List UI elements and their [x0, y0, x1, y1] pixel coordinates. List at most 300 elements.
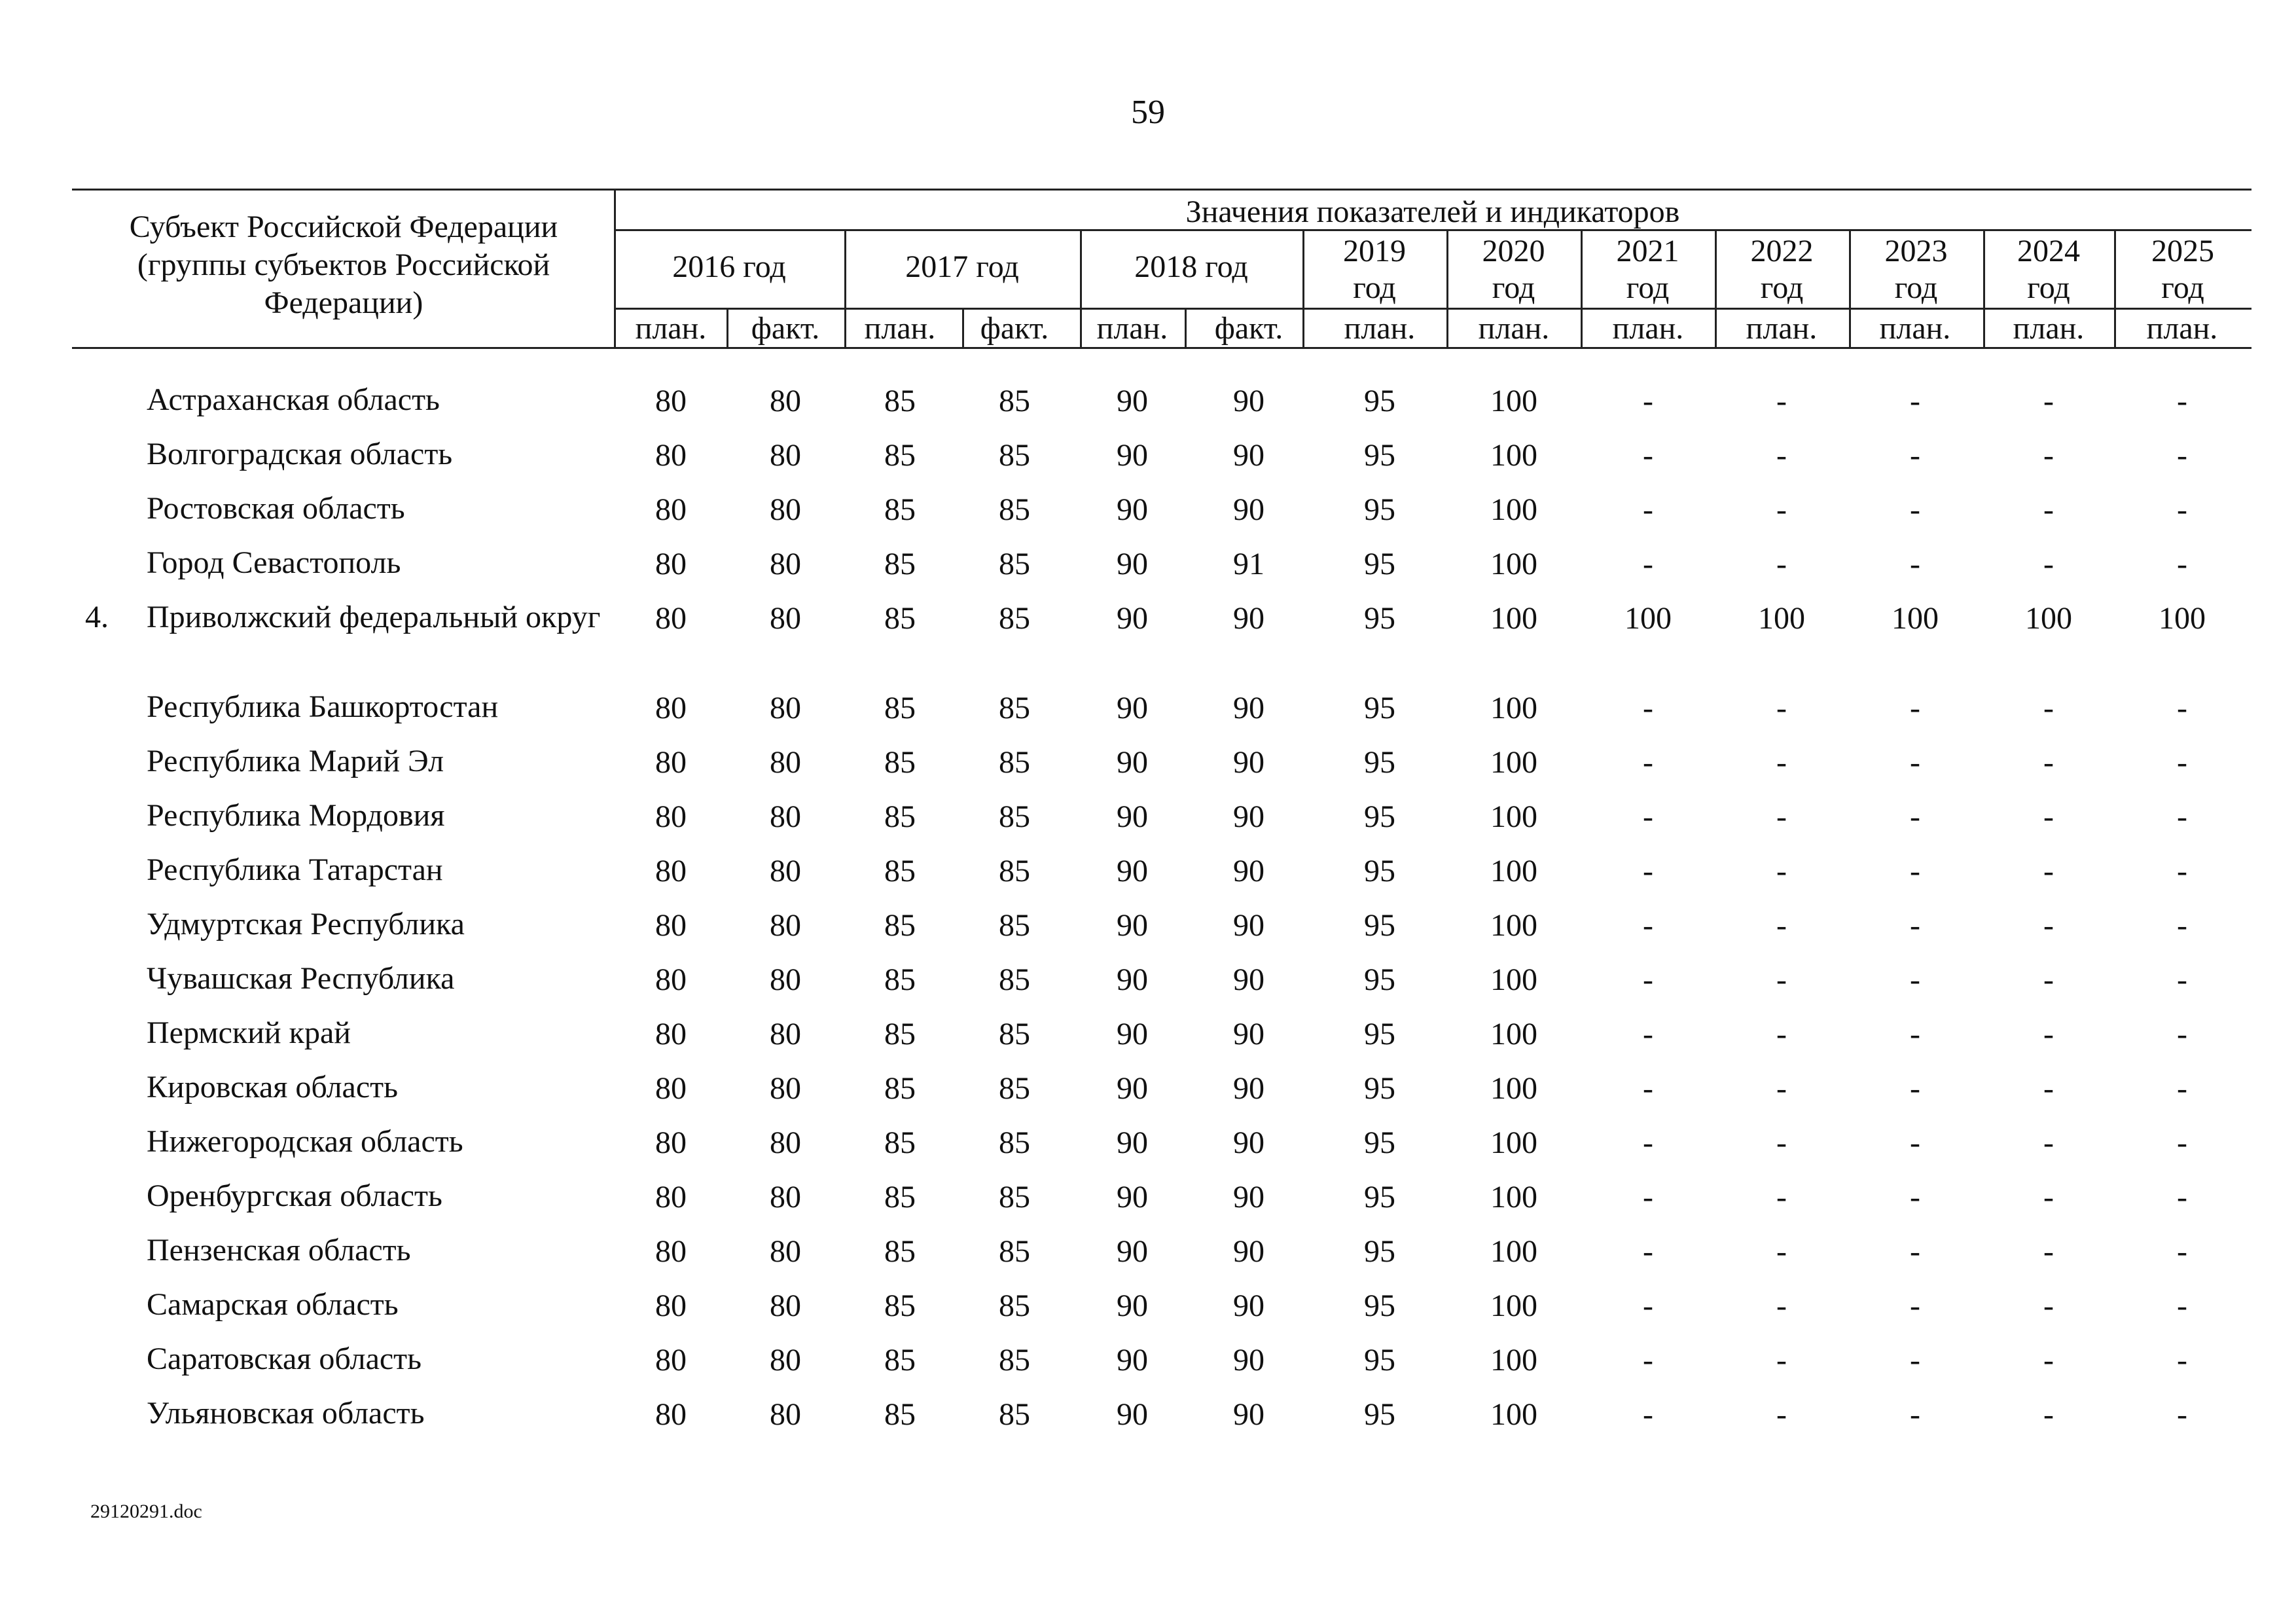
value-cell: 80: [655, 438, 687, 473]
value-cell: 85: [884, 1125, 916, 1160]
value-cell: 80: [655, 799, 687, 834]
value-cell: -: [2177, 962, 2187, 997]
value-cell: -: [2177, 1397, 2187, 1432]
table-row: [0, 689, 2296, 742]
table-row: [0, 1232, 2296, 1286]
table-header-bottom-rule: [72, 347, 2251, 349]
page-number: 59: [1131, 94, 1165, 131]
value-cell: 95: [1364, 601, 1395, 636]
value-cell: 80: [770, 908, 801, 943]
value-cell: 100: [1490, 1125, 1537, 1160]
value-cell: 100: [1490, 384, 1537, 418]
header-sub-label: план.: [1879, 311, 1951, 346]
value-cell: 90: [1117, 1125, 1148, 1160]
value-cell: 100: [1490, 854, 1537, 888]
header-year-word: год: [1492, 270, 1535, 305]
value-cell: 90: [1233, 1234, 1265, 1269]
row-name: Республика Башкортостан: [147, 689, 499, 724]
value-cell: 85: [884, 384, 916, 418]
value-cell: 95: [1364, 1125, 1395, 1160]
header-year-word: год: [1760, 270, 1804, 305]
value-cell: -: [2177, 1234, 2187, 1269]
header-year: [2114, 233, 2251, 306]
row-name: Волгоградская область: [147, 437, 453, 471]
value-cell: 80: [770, 799, 801, 834]
value-cell: 100: [1490, 492, 1537, 527]
value-cell: 95: [1364, 1071, 1395, 1106]
value-cell: -: [1643, 1288, 1653, 1323]
header-year: [1302, 233, 1446, 306]
value-cell: 100: [1490, 962, 1537, 997]
value-cell: -: [1910, 745, 1920, 780]
value-cell: -: [1643, 962, 1653, 997]
table-row: [0, 1123, 2296, 1177]
value-cell: 90: [1117, 745, 1148, 780]
value-cell: -: [1910, 799, 1920, 834]
value-cell: -: [1643, 1180, 1653, 1214]
value-cell: -: [2043, 492, 2054, 527]
header-year-word: год: [1626, 270, 1670, 305]
value-cell: -: [2177, 1288, 2187, 1323]
value-cell: 85: [884, 1071, 916, 1106]
value-cell: 90: [1233, 1288, 1265, 1323]
value-cell: 85: [884, 1234, 916, 1269]
value-cell: -: [1776, 1234, 1787, 1269]
row-name: Ростовская область: [147, 491, 405, 526]
value-cell: 80: [655, 492, 687, 527]
value-cell: 80: [770, 492, 801, 527]
value-cell: -: [1776, 962, 1787, 997]
value-cell: 95: [1364, 438, 1395, 473]
header-year-number: 2023: [1884, 234, 1948, 268]
value-cell: 90: [1233, 384, 1265, 418]
row-name: Республика Мордовия: [147, 798, 445, 833]
value-cell: 100: [2159, 601, 2206, 636]
value-cell: 95: [1364, 691, 1395, 725]
document-filename: 29120291.doc: [90, 1501, 202, 1522]
value-cell: 85: [999, 1397, 1030, 1432]
value-cell: 85: [884, 799, 916, 834]
value-cell: 90: [1233, 799, 1265, 834]
value-cell: -: [2177, 384, 2187, 418]
table-row: [0, 743, 2296, 797]
value-cell: 85: [999, 1343, 1030, 1377]
header-year: 2017 год: [905, 249, 1019, 284]
value-cell: -: [1643, 1397, 1653, 1432]
value-cell: 95: [1364, 745, 1395, 780]
value-cell: 85: [884, 691, 916, 725]
value-cell: 85: [884, 745, 916, 780]
header-subject: Субъект Российской Федерации (группы субъектов Российской Федерации): [129, 210, 558, 320]
value-cell: 90: [1117, 1288, 1148, 1323]
value-cell: 80: [655, 547, 687, 581]
table-row: [0, 1178, 2296, 1231]
value-cell: 85: [999, 1125, 1030, 1160]
value-cell: -: [1910, 1017, 1920, 1051]
value-cell: 90: [1233, 1180, 1265, 1214]
table-row: [0, 545, 2296, 598]
value-cell: 85: [999, 1234, 1030, 1269]
value-cell: -: [1910, 962, 1920, 997]
value-cell: 90: [1233, 492, 1265, 527]
value-cell: -: [2043, 799, 2054, 834]
value-cell: 80: [655, 1288, 687, 1323]
header-sub-label: план.: [1478, 311, 1550, 346]
value-cell: 85: [999, 962, 1030, 997]
header-sub-label: план.: [1096, 311, 1168, 346]
header-sub-label: план.: [1344, 311, 1416, 346]
value-cell: 85: [884, 492, 916, 527]
value-cell: -: [2043, 745, 2054, 780]
table-row: [0, 599, 2296, 653]
value-cell: -: [1910, 1288, 1920, 1323]
table-row: [0, 490, 2296, 544]
table-row: [0, 797, 2296, 851]
value-cell: 85: [999, 854, 1030, 888]
value-cell: -: [2043, 691, 2054, 725]
value-cell: -: [1643, 799, 1653, 834]
value-cell: 100: [1624, 601, 1672, 636]
value-cell: 85: [884, 962, 916, 997]
value-cell: 95: [1364, 1288, 1395, 1323]
value-cell: 85: [999, 1288, 1030, 1323]
value-cell: 100: [1490, 547, 1537, 581]
value-cell: 90: [1117, 547, 1148, 581]
value-cell: 85: [999, 438, 1030, 473]
value-cell: 90: [1117, 799, 1148, 834]
value-cell: -: [1643, 1017, 1653, 1051]
table-row: [0, 1069, 2296, 1123]
value-cell: 80: [655, 1234, 687, 1269]
value-cell: -: [2177, 1180, 2187, 1214]
value-cell: -: [1776, 1017, 1787, 1051]
header-year: [1581, 233, 1715, 306]
table-row: [0, 1286, 2296, 1340]
value-cell: -: [2043, 547, 2054, 581]
header-sub-label: план.: [864, 311, 936, 346]
value-cell: 100: [1490, 1071, 1537, 1106]
row-name: Республика Марий Эл: [147, 744, 444, 778]
value-cell: -: [1776, 1397, 1787, 1432]
value-cell: -: [2043, 1343, 2054, 1377]
value-cell: -: [2043, 1234, 2054, 1269]
value-cell: 90: [1233, 438, 1265, 473]
value-cell: -: [1910, 1125, 1920, 1160]
value-cell: 80: [770, 1180, 801, 1214]
header-group-title: Значения показателей и индикаторов: [1185, 194, 1680, 229]
value-cell: 80: [770, 438, 801, 473]
value-cell: 95: [1364, 1397, 1395, 1432]
value-cell: -: [1643, 492, 1653, 527]
table-row: [0, 852, 2296, 905]
row-name: Город Севастополь: [147, 545, 401, 580]
value-cell: 100: [1892, 601, 1939, 636]
value-cell: -: [1643, 1071, 1653, 1106]
value-cell: 90: [1117, 1180, 1148, 1214]
value-cell: 100: [1490, 691, 1537, 725]
table-row: [0, 906, 2296, 960]
value-cell: 90: [1233, 601, 1265, 636]
value-cell: -: [1643, 691, 1653, 725]
value-cell: -: [1910, 1343, 1920, 1377]
value-cell: -: [1643, 547, 1653, 581]
value-cell: 95: [1364, 492, 1395, 527]
value-cell: 85: [999, 492, 1030, 527]
value-cell: 80: [655, 1397, 687, 1432]
value-cell: -: [1776, 1071, 1787, 1106]
value-cell: -: [2177, 1071, 2187, 1106]
value-cell: 90: [1233, 1125, 1265, 1160]
value-cell: 95: [1364, 1017, 1395, 1051]
row-name: Пермский край: [147, 1015, 351, 1050]
value-cell: 100: [1490, 601, 1537, 636]
value-cell: -: [1910, 1071, 1920, 1106]
value-cell: 95: [1364, 1180, 1395, 1214]
value-cell: -: [1910, 438, 1920, 473]
value-cell: -: [2043, 1125, 2054, 1160]
value-cell: 80: [770, 691, 801, 725]
value-cell: 80: [655, 1125, 687, 1160]
header-year: 2016 год: [672, 249, 786, 284]
header-sub-label: факт.: [1214, 311, 1283, 346]
value-cell: -: [1910, 547, 1920, 581]
value-cell: -: [1776, 547, 1787, 581]
header-year-number: 2022: [1750, 234, 1814, 268]
value-cell: 100: [1490, 745, 1537, 780]
row-name: Самарская область: [147, 1287, 399, 1322]
value-cell: 80: [770, 1343, 801, 1377]
value-cell: 95: [1364, 962, 1395, 997]
value-cell: -: [2177, 908, 2187, 943]
value-cell: -: [2177, 547, 2187, 581]
value-cell: -: [1776, 691, 1787, 725]
header-sub-label: план.: [1746, 311, 1818, 346]
value-cell: 90: [1117, 1071, 1148, 1106]
value-cell: -: [1776, 1180, 1787, 1214]
value-cell: 90: [1117, 1397, 1148, 1432]
value-cell: 90: [1117, 854, 1148, 888]
value-cell: -: [2043, 908, 2054, 943]
value-cell: 80: [655, 384, 687, 418]
value-cell: 80: [770, 1125, 801, 1160]
header-year-number: 2025: [2151, 234, 2214, 268]
value-cell: 80: [655, 1343, 687, 1377]
row-number: 4.: [85, 600, 109, 634]
value-cell: -: [2043, 962, 2054, 997]
value-cell: -: [2177, 799, 2187, 834]
row-name: Кировская область: [147, 1070, 399, 1104]
row-name: Пензенская область: [147, 1233, 411, 1267]
value-cell: -: [1643, 854, 1653, 888]
value-cell: -: [1776, 1343, 1787, 1377]
row-name: Республика Татарстан: [147, 852, 443, 887]
value-cell: 85: [999, 691, 1030, 725]
value-cell: 80: [770, 962, 801, 997]
header-year-number: 2024: [2017, 234, 2080, 268]
value-cell: -: [1776, 1288, 1787, 1323]
row-name: Чувашская Республика: [147, 961, 455, 996]
value-cell: -: [2177, 691, 2187, 725]
value-cell: 90: [1117, 384, 1148, 418]
value-cell: 95: [1364, 799, 1395, 834]
value-cell: 90: [1233, 745, 1265, 780]
header-year-number: 2021: [1616, 234, 1679, 268]
value-cell: 100: [1758, 601, 1805, 636]
value-cell: 85: [884, 1180, 916, 1214]
value-cell: 90: [1233, 854, 1265, 888]
value-cell: 80: [770, 1288, 801, 1323]
value-cell: 80: [770, 745, 801, 780]
value-cell: 100: [1490, 1343, 1537, 1377]
value-cell: -: [1910, 384, 1920, 418]
value-cell: 91: [1233, 547, 1265, 581]
value-cell: 80: [655, 962, 687, 997]
row-name: Оренбургская область: [147, 1178, 442, 1213]
row-name: Саратовская область: [147, 1341, 422, 1376]
value-cell: 80: [655, 854, 687, 888]
value-cell: 90: [1233, 962, 1265, 997]
header-year-word: год: [2027, 270, 2070, 305]
header-sub-label: план.: [2146, 311, 2218, 346]
value-cell: -: [1910, 854, 1920, 888]
value-cell: 85: [999, 1017, 1030, 1051]
value-cell: -: [1910, 1180, 1920, 1214]
value-cell: 80: [770, 1397, 801, 1432]
value-cell: 85: [884, 547, 916, 581]
header-year: 2018 год: [1134, 249, 1248, 284]
value-cell: -: [2043, 384, 2054, 418]
value-cell: 80: [655, 601, 687, 636]
value-cell: 80: [770, 601, 801, 636]
value-cell: -: [2043, 1288, 2054, 1323]
value-cell: -: [2043, 438, 2054, 473]
header-year: [1446, 233, 1581, 306]
value-cell: -: [1910, 1234, 1920, 1269]
value-cell: -: [1776, 745, 1787, 780]
value-cell: 85: [999, 547, 1030, 581]
value-cell: 100: [1490, 908, 1537, 943]
value-cell: 80: [655, 1071, 687, 1106]
row-name: Приволжский федеральный округ: [147, 600, 601, 634]
header-sub-label: план.: [2013, 311, 2085, 346]
header-year: [1715, 233, 1849, 306]
value-cell: 80: [770, 1071, 801, 1106]
value-cell: -: [1910, 492, 1920, 527]
table-row: [0, 1395, 2296, 1449]
header-sub-label: факт.: [751, 311, 820, 346]
value-cell: 85: [884, 908, 916, 943]
value-cell: 85: [999, 1071, 1030, 1106]
value-cell: 100: [1490, 1234, 1537, 1269]
value-cell: -: [2043, 1017, 2054, 1051]
value-cell: -: [2177, 1017, 2187, 1051]
value-cell: 90: [1233, 1071, 1265, 1106]
value-cell: -: [2177, 438, 2187, 473]
value-cell: 80: [655, 1017, 687, 1051]
value-cell: 90: [1117, 1234, 1148, 1269]
header-sub-label: план.: [1612, 311, 1684, 346]
value-cell: -: [1643, 384, 1653, 418]
value-cell: 85: [884, 1397, 916, 1432]
value-cell: 85: [999, 908, 1030, 943]
value-cell: 80: [770, 854, 801, 888]
value-cell: -: [1776, 438, 1787, 473]
value-cell: -: [1776, 384, 1787, 418]
row-name: Нижегородская область: [147, 1124, 463, 1159]
row-name: Астраханская область: [147, 382, 440, 417]
value-cell: 90: [1117, 1017, 1148, 1051]
value-cell: 85: [884, 1017, 916, 1051]
value-cell: -: [1643, 1125, 1653, 1160]
value-cell: 100: [1490, 1288, 1537, 1323]
header-year-word: год: [2161, 270, 2204, 305]
value-cell: -: [1910, 1397, 1920, 1432]
value-cell: -: [1643, 908, 1653, 943]
value-cell: -: [1776, 799, 1787, 834]
value-cell: -: [1643, 438, 1653, 473]
value-cell: 100: [1490, 438, 1537, 473]
value-cell: 90: [1117, 908, 1148, 943]
table-row: [0, 382, 2296, 435]
value-cell: 95: [1364, 547, 1395, 581]
row-name: Ульяновская область: [147, 1396, 425, 1431]
table-top-rule: [72, 189, 2251, 191]
value-cell: -: [2043, 1397, 2054, 1432]
value-cell: 100: [1490, 1180, 1537, 1214]
header-year: [1849, 233, 1983, 306]
value-cell: 85: [999, 1180, 1030, 1214]
value-cell: 80: [770, 547, 801, 581]
value-cell: 90: [1117, 1343, 1148, 1377]
value-cell: -: [1910, 691, 1920, 725]
value-cell: -: [2043, 854, 2054, 888]
value-cell: -: [1776, 1125, 1787, 1160]
value-cell: -: [1776, 492, 1787, 527]
value-cell: 95: [1364, 854, 1395, 888]
value-cell: -: [2177, 745, 2187, 780]
table-row: [0, 1341, 2296, 1395]
table-row: [0, 1015, 2296, 1068]
value-cell: 85: [884, 1288, 916, 1323]
value-cell: 90: [1233, 1017, 1265, 1051]
value-cell: -: [2177, 1125, 2187, 1160]
value-cell: 95: [1364, 384, 1395, 418]
header-year-word: год: [1894, 270, 1938, 305]
table-row: [0, 960, 2296, 1014]
value-cell: -: [1643, 745, 1653, 780]
value-cell: 100: [2025, 601, 2072, 636]
value-cell: 95: [1364, 1234, 1395, 1269]
value-cell: 90: [1117, 962, 1148, 997]
header-year: [1983, 233, 2114, 306]
value-cell: 100: [1490, 799, 1537, 834]
value-cell: 85: [884, 1343, 916, 1377]
value-cell: 90: [1233, 908, 1265, 943]
value-cell: 100: [1490, 1017, 1537, 1051]
value-cell: 85: [884, 438, 916, 473]
header-year-word: год: [1353, 270, 1396, 305]
value-cell: 85: [999, 601, 1030, 636]
value-cell: 85: [884, 601, 916, 636]
value-cell: 95: [1364, 908, 1395, 943]
value-cell: 80: [655, 745, 687, 780]
value-cell: 85: [884, 854, 916, 888]
value-cell: -: [2177, 492, 2187, 527]
value-cell: 90: [1233, 1397, 1265, 1432]
value-cell: 80: [770, 1017, 801, 1051]
value-cell: 80: [770, 1234, 801, 1269]
value-cell: 85: [999, 799, 1030, 834]
